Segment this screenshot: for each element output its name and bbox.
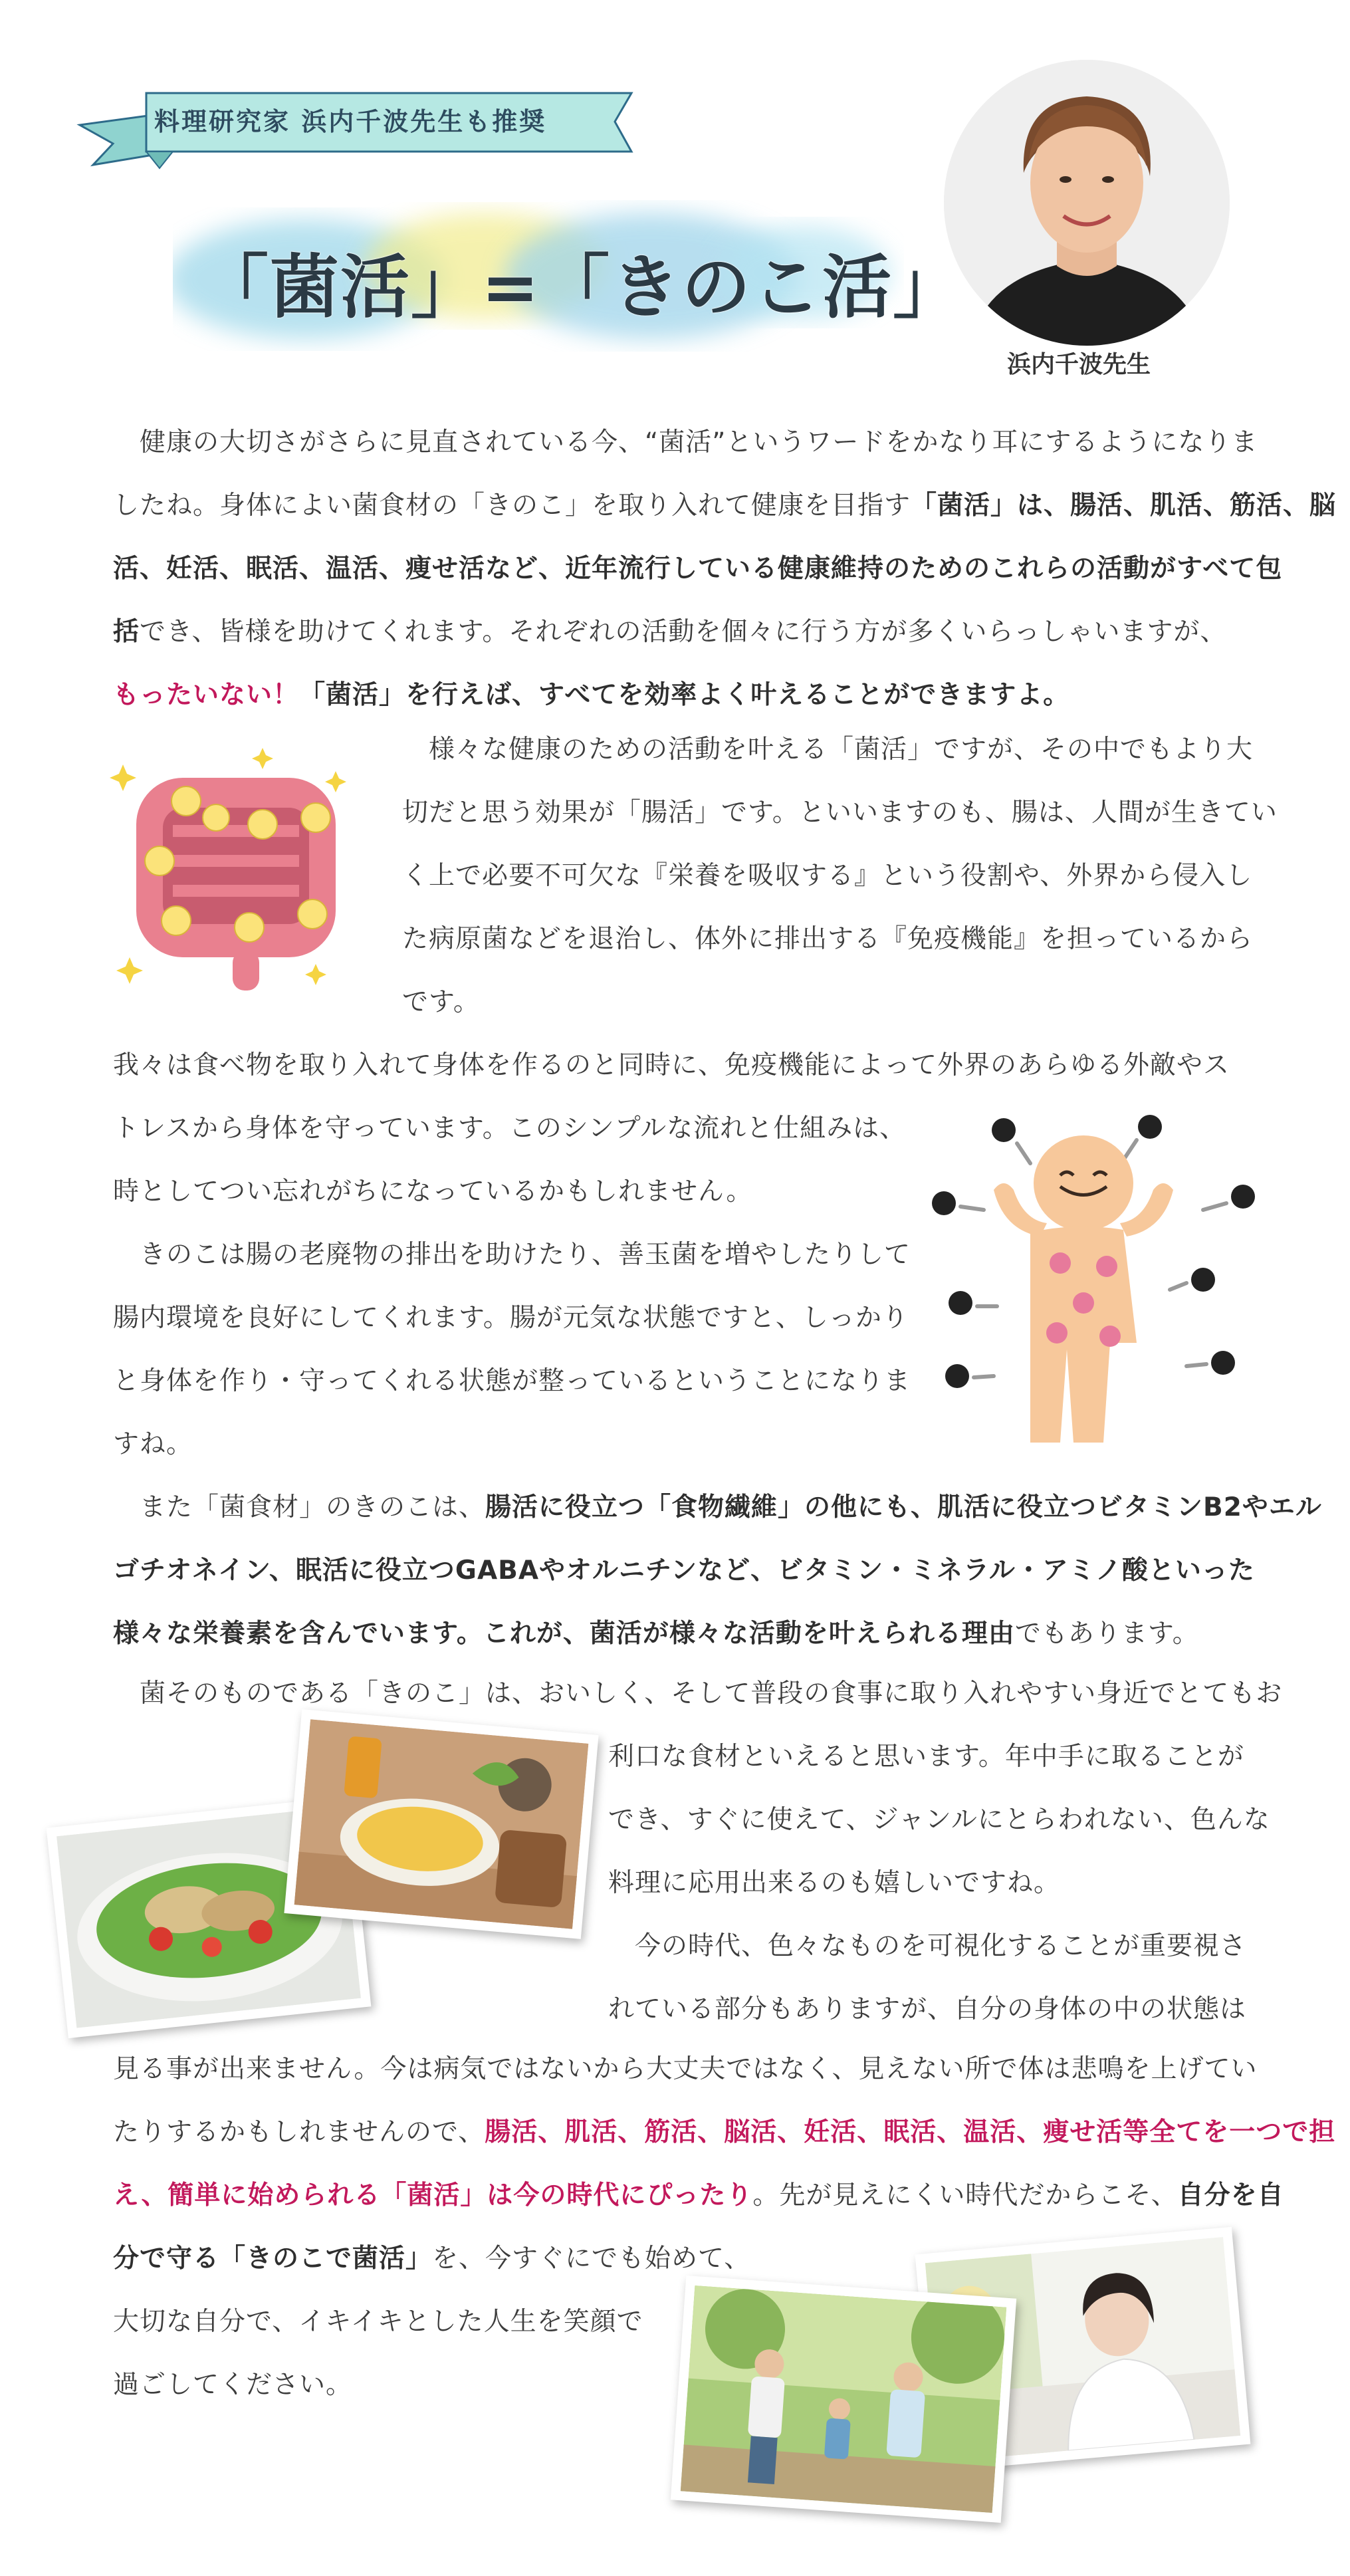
text-line: 切だと思う効果が「腸活」です。といいますのも、腸は、人間が生きてい — [402, 798, 1278, 828]
family-photo — [671, 2276, 1016, 2523]
text-line: 我々は食べ物を取り入れて身体を作るのと同時に、免疫機能によって外界のあらゆる外敵やス — [113, 1050, 1230, 1080]
page-title: 「菌活」=「きのこ活」 — [199, 247, 964, 328]
text-line: た病原菌などを退治し、体外に排出する『免疫機能』を担っているから — [402, 924, 1254, 954]
text-line: と身体を作り・守ってくれる状態が整っているということになりま — [113, 1366, 911, 1396]
text-line: く上で必要不可欠な『栄養を吸収する』という役割や、外界から侵入し — [402, 861, 1253, 891]
text-line: え、簡単に始められる「菌活」は今の時代にぴったり。先が見えにくい時代だからこそ、自分を自 — [113, 2180, 1284, 2210]
ribbon-text: 料理研究家 浜内千波先生も推奨 — [154, 107, 547, 136]
text-line: 活、妊活、眠活、温活、痩せ活など、近年流行している健康維持のためのこれらの活動がすべて包 — [113, 554, 1283, 584]
portrait-photo — [944, 60, 1230, 346]
text-line: 様々な健康のための活動を叶える「菌活」ですが、その中でもより大 — [402, 735, 1254, 764]
paragraph-intro — [113, 411, 1337, 727]
text-line: 様々な栄養素を含んでいます。これが、菌活が様々な活動を叶えられる理由でもあります。 — [113, 1619, 1199, 1649]
text-line: ゴチオネイン、眠活に役立つGABAやオルニチンなど、ビタミン・ミネラル・アミノ酸といった — [113, 1556, 1255, 1585]
intestine-illustration — [110, 738, 362, 1004]
gratin-photo — [284, 1709, 598, 1939]
text-line: 料理に応用出来るのも嬉しいですね。 — [608, 1868, 1061, 1898]
paragraph-food-cont — [608, 1725, 1270, 2041]
text-line: トレスから身体を守っています。このシンプルな流れと仕組みは、 — [113, 1113, 907, 1143]
text-line: 今の時代、色々なものを可視化することが重要視さ — [608, 1931, 1247, 1961]
paragraph-food — [113, 1662, 1283, 1725]
text-line: 健康の大切さがさらに見直されている今、“菌活”というワードをかなり耳にするようになりま — [113, 427, 1258, 457]
text-line: すね。 — [113, 1429, 193, 1459]
paragraph-gut — [402, 718, 1278, 1034]
text-line: 括でき、皆様を助けてくれます。それぞれの活動を個々に行う方が多くいらっしゃいますが、 — [113, 617, 1227, 647]
text-line: 分で守る「きのこで菌活」を、今すぐにでも始めて、 — [113, 2244, 751, 2274]
text-line: また「菌食材」のきのこは、腸活に役立つ「食物繊維」の他にも、肌活に役立つビタミンB2やエル — [113, 1492, 1322, 1522]
paragraph-nutrients — [113, 1476, 1322, 1665]
text-line: です。 — [402, 987, 480, 1017]
text-line: 過ごしてください。 — [113, 2370, 353, 2400]
text-line: れている部分もありますが、自分の身体の中の状態は — [608, 1994, 1247, 2024]
text-line: 腸内環境を良好にしてくれます。腸が元気な状態ですと、しっかり — [113, 1303, 909, 1333]
text-line: したね。身体によい菌食材の「きのこ」を取り入れて健康を目指す「菌活」は、腸活、肌活、筋活、脳 — [113, 491, 1337, 521]
text-line: でき、すぐに使えて、ジャンルにとらわれない、色んな — [608, 1805, 1270, 1835]
portrait-caption: 浜内千波先生 — [1007, 351, 1151, 378]
text-line: 利口な食材といえると思います。年中手に取ることが — [608, 1742, 1244, 1772]
text-line: 菌そのものである「きのこ」は、おいしく、そして普段の食事に取り入れやすい身近でとてもお — [113, 1679, 1283, 1708]
text-line: 見る事が出来ません。今は病気ではないから大丈夫ではなく、見えない所で体は悲鳴を上げてい — [113, 2054, 1258, 2084]
text-line: もったいない！「菌活」を行えば、すべてを効率よく叶えることができますよ。 — [113, 680, 1070, 710]
text-line: きのこは腸の老廃物の排出を助けたり、善玉菌を増やしたりして — [113, 1240, 911, 1270]
text-line: たりするかもしれませんので、腸活、肌活、筋活、脳活、妊活、眠活、温活、痩せ活等全てを一つで担 — [113, 2117, 1336, 2147]
text-line: 時としてつい忘れがちになっているかもしれません。 — [113, 1177, 753, 1207]
body-germs-illustration — [931, 1104, 1263, 1456]
text-line: 大切な自分で、イキイキとした人生を笑顔で — [113, 2307, 643, 2337]
